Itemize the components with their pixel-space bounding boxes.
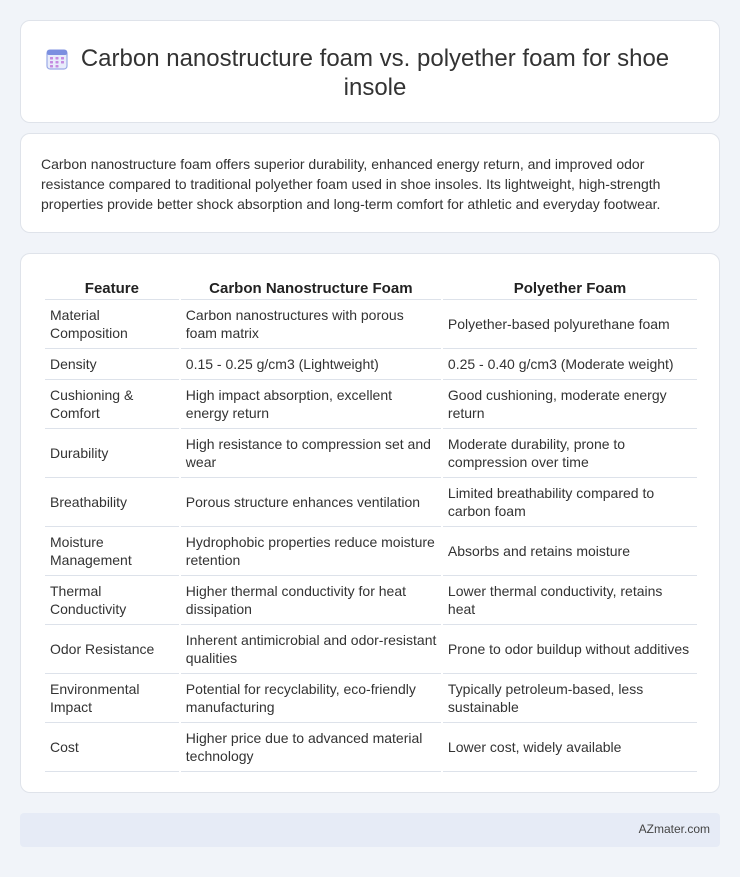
feature-cell: Cost bbox=[45, 723, 179, 772]
header-feature: Feature bbox=[45, 276, 179, 300]
feature-cell: Environmental Impact bbox=[45, 674, 179, 723]
table-row bbox=[45, 576, 697, 625]
comparison-table bbox=[43, 276, 699, 772]
feature-cell: Cushioning & Comfort bbox=[45, 380, 179, 429]
feature-cell: Material Composition bbox=[45, 300, 179, 349]
feature-cell: Breathability bbox=[45, 478, 179, 527]
table-row bbox=[45, 349, 697, 380]
polyether-cell: Lower cost, widely available bbox=[443, 723, 697, 772]
summary-text: Carbon nanostructure foam offers superior durability, enhanced energy return, and improved odor resistance compared to traditional polyether foam used in shoe insoles. Its lightweight, high-strength properties provide better shock absorption and long-term comfort for athletic and everyday footwear. bbox=[41, 156, 661, 212]
carbon-cell: Inherent antimicrobial and odor-resistant qualities bbox=[181, 625, 441, 674]
carbon-cell: High resistance to compression set and wear bbox=[181, 429, 441, 478]
page-title: Carbon nanostructure foam vs. polyether foam for shoe insole bbox=[80, 45, 670, 101]
table-row bbox=[45, 625, 697, 674]
carbon-cell: Potential for recyclability, eco-friendly manufacturing bbox=[181, 674, 441, 723]
table-row bbox=[45, 429, 697, 478]
polyether-cell: Good cushioning, moderate energy return bbox=[443, 380, 697, 429]
polyether-cell: Polyether-based polyurethane foam bbox=[443, 300, 697, 349]
polyether-cell: Absorbs and retains moisture bbox=[443, 527, 697, 576]
title-card bbox=[20, 20, 720, 123]
feature-cell: Durability bbox=[45, 429, 179, 478]
carbon-cell: 0.15 - 0.25 g/cm3 (Lightweight) bbox=[181, 349, 441, 380]
carbon-cell: Carbon nanostructures with porous foam matrix bbox=[181, 300, 441, 349]
feature-cell: Moisture Management bbox=[45, 527, 179, 576]
carbon-cell: Porous structure enhances ventilation bbox=[181, 478, 441, 527]
footer-bar bbox=[20, 813, 720, 847]
polyether-cell: Typically petroleum-based, less sustainable bbox=[443, 674, 697, 723]
table-row bbox=[45, 300, 697, 349]
table-row bbox=[45, 527, 697, 576]
carbon-cell: High impact absorption, excellent energy return bbox=[181, 380, 441, 429]
feature-cell: Odor Resistance bbox=[45, 625, 179, 674]
carbon-cell: Higher price due to advanced material technology bbox=[181, 723, 441, 772]
polyether-cell: Prone to odor buildup without additives bbox=[443, 625, 697, 674]
comparison-table-card bbox=[20, 253, 720, 793]
polyether-cell: Lower thermal conductivity, retains heat bbox=[443, 576, 697, 625]
carbon-cell: Hydrophobic properties reduce moisture retention bbox=[181, 527, 441, 576]
table-row bbox=[45, 723, 697, 772]
feature-cell: Density bbox=[45, 349, 179, 380]
table-row bbox=[45, 674, 697, 723]
polyether-cell: Moderate durability, prone to compression over time bbox=[443, 429, 697, 478]
table-header-row bbox=[45, 276, 697, 300]
header-polyether-foam: Polyether Foam bbox=[443, 276, 697, 300]
polyether-cell: Limited breathability compared to carbon foam bbox=[443, 478, 697, 527]
footer-brand-link[interactable]: AZmater.com bbox=[638, 822, 710, 836]
table-row bbox=[45, 478, 697, 527]
feature-cell: Thermal Conductivity bbox=[45, 576, 179, 625]
summary-card bbox=[20, 133, 720, 233]
carbon-cell: Higher thermal conductivity for heat dissipation bbox=[181, 576, 441, 625]
polyether-cell: 0.25 - 0.40 g/cm3 (Moderate weight) bbox=[443, 349, 697, 380]
table-row bbox=[45, 380, 697, 429]
header-carbon-foam: Carbon Nanostructure Foam bbox=[181, 276, 441, 300]
